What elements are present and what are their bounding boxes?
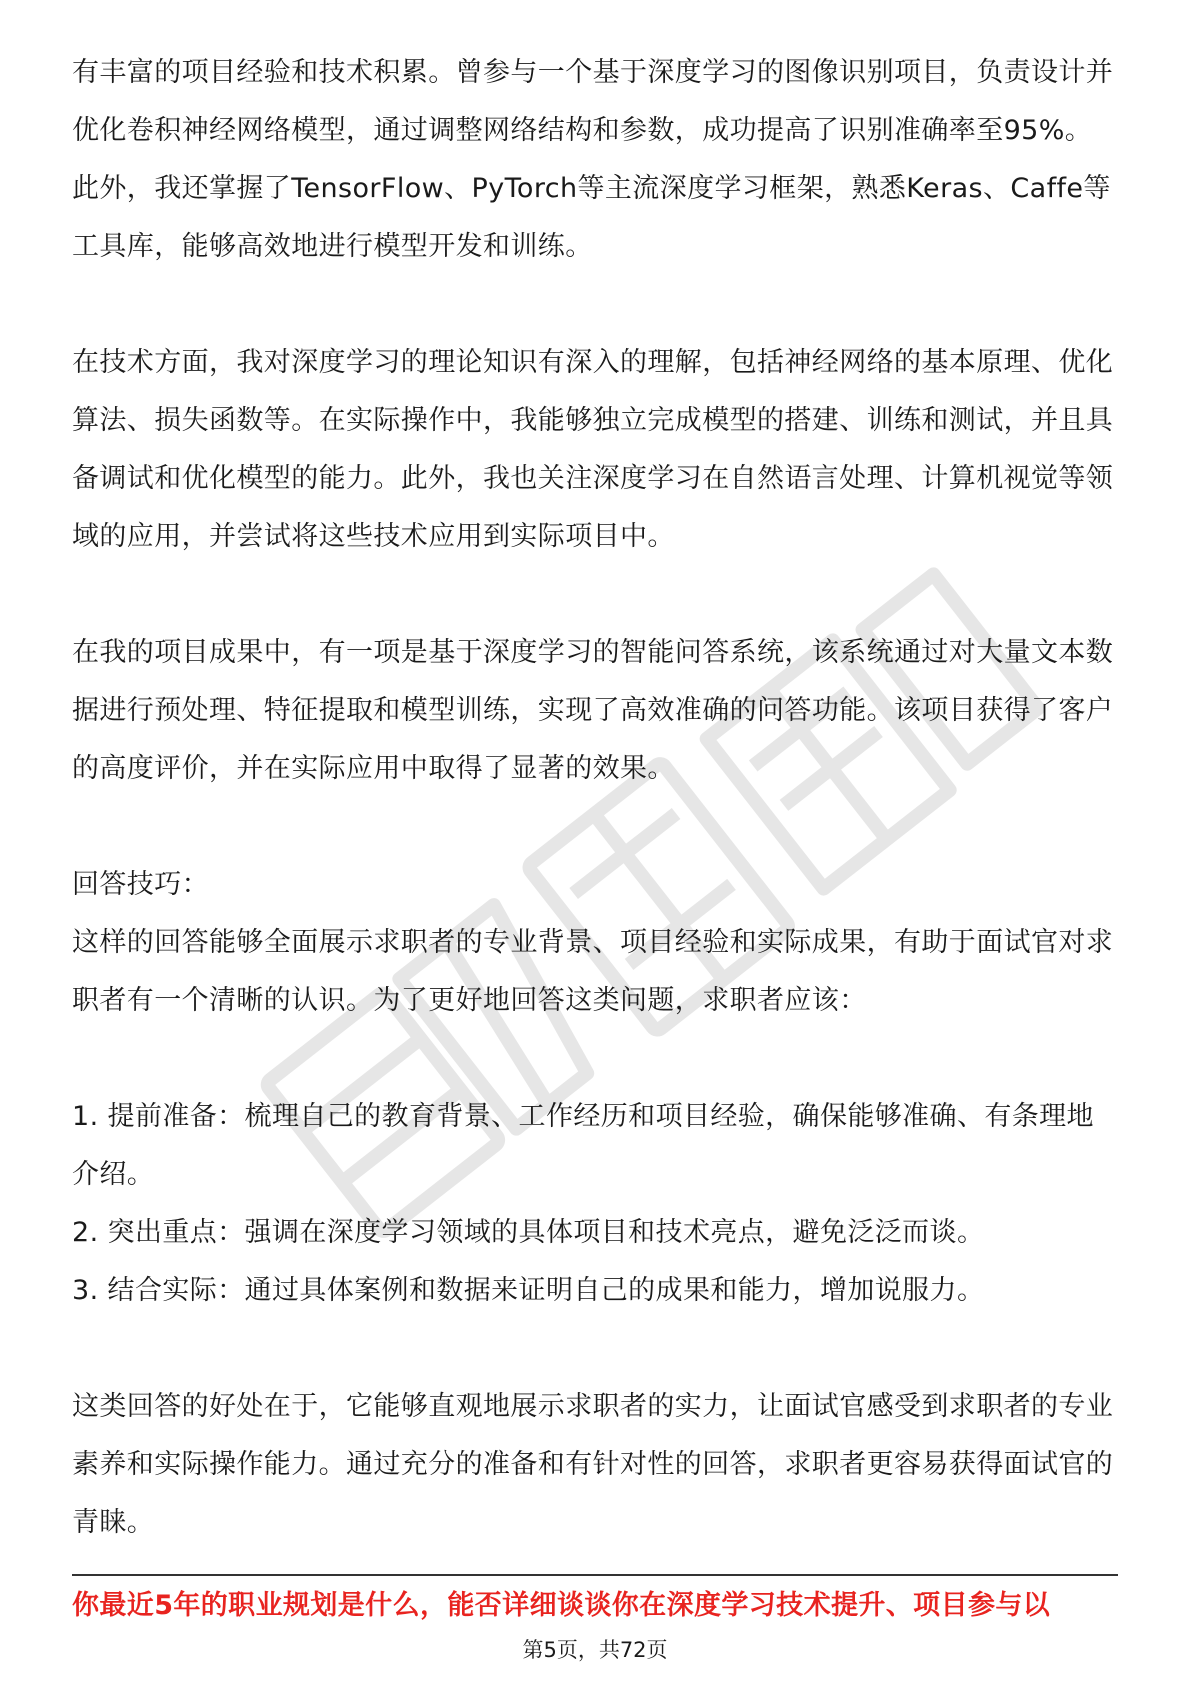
tips-intro: 这样的回答能够全面展示求职者的专业背景、项目经验和实际成果，有助于面试官对求职者有一个清晰的认识。为了更好地回答这类问题，求职者应该： bbox=[72, 927, 1114, 1016]
next-question-heading: 你最近5年的职业规划是什么，能否详细谈谈你在深度学习技术提升、项目参与以 bbox=[72, 1590, 1051, 1621]
tips-list-item: 2. 突出重点：强调在深度学习领域的具体项目和技术亮点，避免泛泛而谈。 bbox=[72, 1217, 985, 1248]
page-indicator: 第5页，共72页 bbox=[522, 1638, 668, 1662]
divider-line bbox=[72, 1574, 1118, 1576]
document-body bbox=[72, 44, 1118, 1552]
paragraph-technical: 在技术方面，我对深度学习的理论知识有深入的理解，包括神经网络的基本原理、优化算法、损失函数等。在实际操作中，我能够独立完成模型的搭建、训练和测试，并且具备调试和优化模型的能力。此外，我也关注深度学习在自然语言处理、计算机视觉等领域的应用，并尝试将这些技术应用到实际项目中。 bbox=[72, 347, 1114, 552]
tips-list-item: 3. 结合实际：通过具体案例和数据来证明自己的成果和能力，增加说服力。 bbox=[72, 1275, 985, 1306]
paragraph-conclusion: 这类回答的好处在于，它能够直观地展示求职者的实力，让面试官感受到求职者的专业素养和实际操作能力。通过充分的准备和有针对性的回答，求职者更容易获得面试官的青睐。 bbox=[72, 1391, 1114, 1538]
paragraph-achievements: 在我的项目成果中，有一项是基于深度学习的智能问答系统，该系统通过对大量文本数据进行预处理、特征提取和模型训练，实现了高效准确的问答功能。该项目获得了客户的高度评价，并在实际应用中取得了显著的效果。 bbox=[72, 637, 1114, 784]
paragraph-experience: 有丰富的项目经验和技术积累。曾参与一个基于深度学习的图像识别项目，负责设计并优化卷积神经网络模型，通过调整网络结构和参数，成功提高了识别准确率至95%。此外，我还掌握了TensorFlow、PyTorch等主流深度学习框架，熟悉Keras、Caffe等工具库，能够高效地进行模型开发和训练。 bbox=[72, 57, 1114, 262]
tips-list-item: 1. 提前准备：梳理自己的教育背景、工作经历和项目经验，确保能够准确、有条理地介绍。 bbox=[72, 1101, 1094, 1190]
tips-heading: 回答技巧： bbox=[72, 869, 209, 900]
